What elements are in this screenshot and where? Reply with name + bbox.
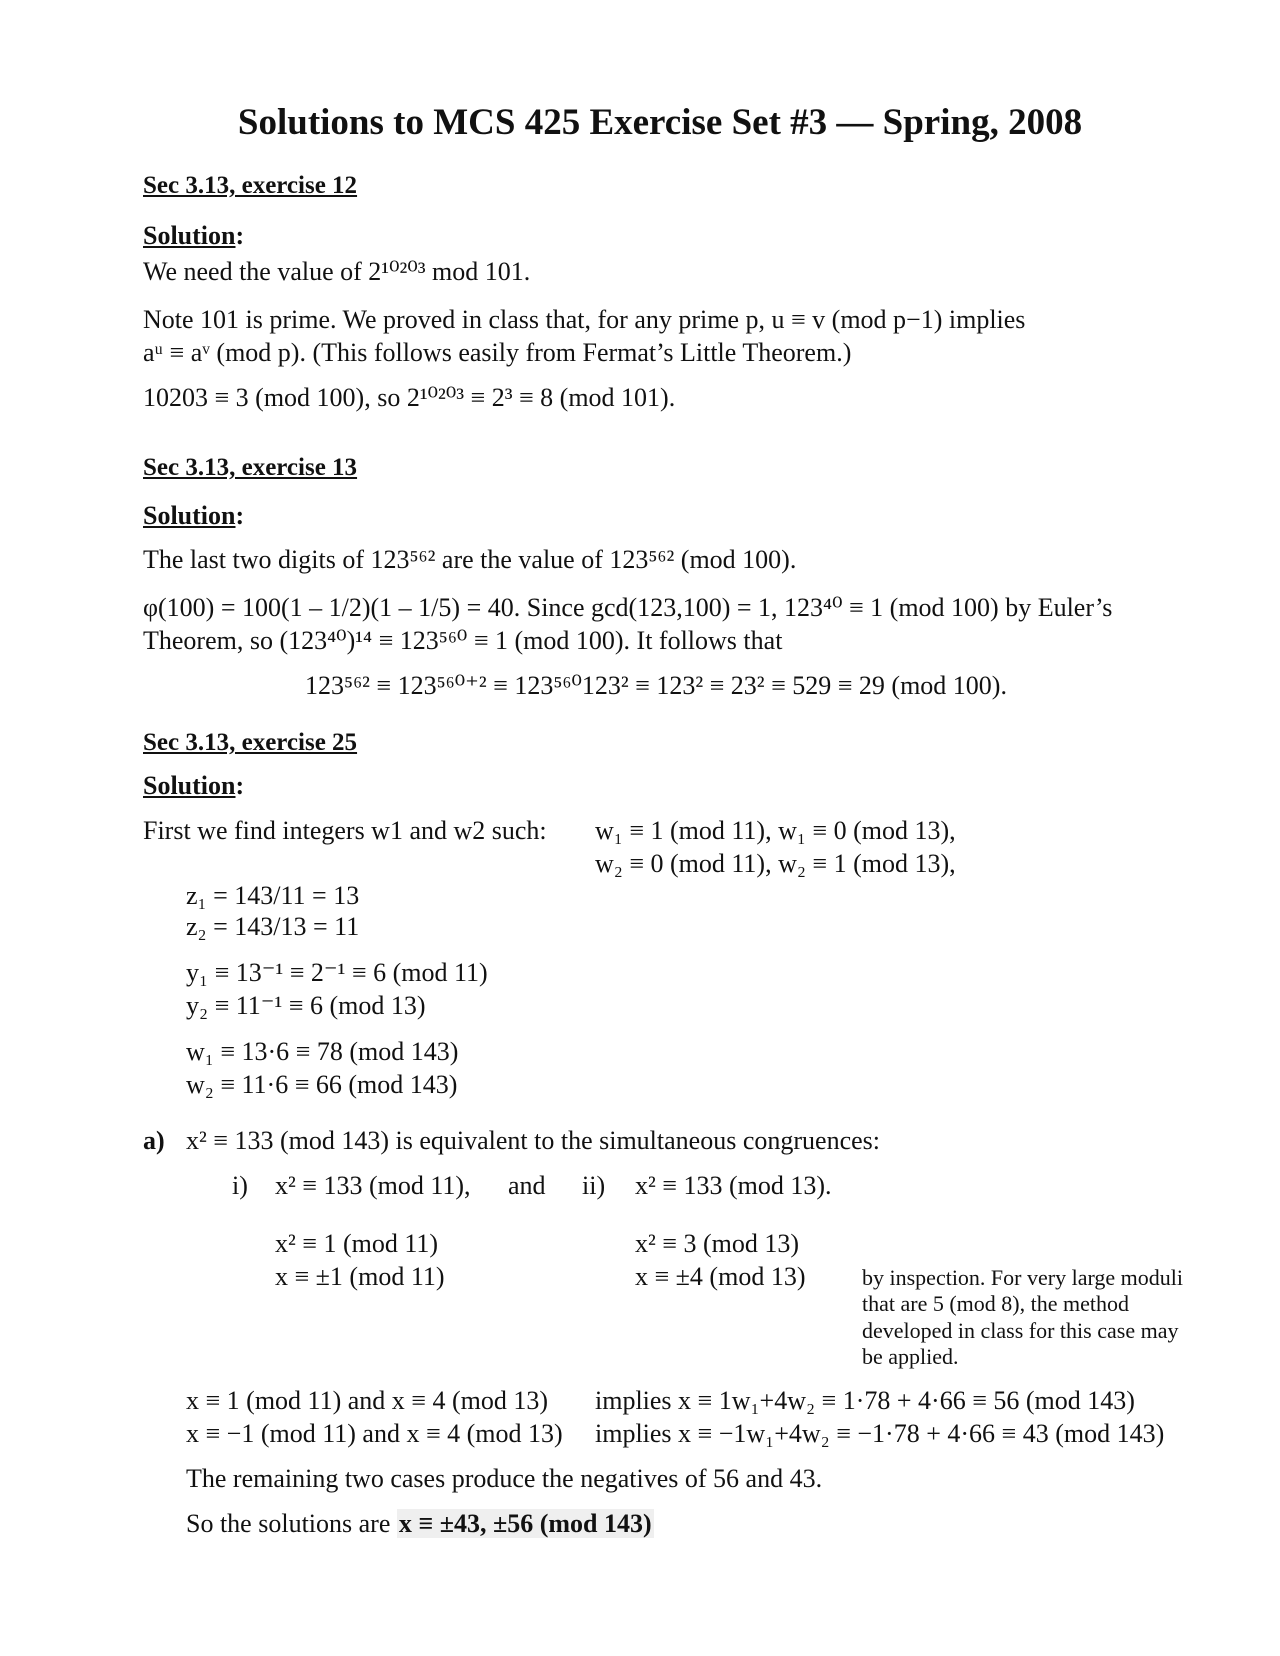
- ex25-y2: y₂ ≡ 11⁻¹ ≡ 6 (mod 13): [186, 991, 426, 1020]
- ex25-case1-result: implies x ≡ 1w₁+4w₂ ≡ 1·78 + 4·66 ≡ 56 (mod 143): [595, 1386, 1135, 1415]
- ex25-remaining-cases: The remaining two cases produce the negatives of 56 and 43.: [186, 1464, 823, 1493]
- ex25-final-prefix: So the solutions are: [186, 1509, 391, 1538]
- ex25-solution-label: Solution:: [143, 771, 245, 800]
- ex25-i-text: x² ≡ 133 (mod 11),: [275, 1171, 471, 1200]
- ex25-w2-condition: w₂ ≡ 0 (mod 11), w₂ ≡ 1 (mod 13),: [595, 849, 956, 878]
- ex25-intro: First we find integers w1 and w2 such:: [143, 816, 547, 845]
- ex25-and: and: [508, 1171, 546, 1200]
- ex25-ii-label: ii): [582, 1171, 606, 1200]
- ex25-case1-condition: x ≡ 1 (mod 11) and x ≡ 4 (mod 13): [186, 1386, 548, 1415]
- ex25-i-label: i): [232, 1171, 248, 1200]
- ex12-line2b: aᵘ ≡ aᵛ (mod p). (This follows easily from Fermat’s Little Theorem.): [143, 338, 852, 367]
- ex13-line2b: Theorem, so (123⁴⁰)¹⁴ ≡ 123⁵⁶⁰ ≡ 1 (mod 100). It follows that: [143, 626, 783, 655]
- ex25-part-a-label: a): [143, 1126, 165, 1155]
- ex25-mod11-roots: x ≡ ±1 (mod 11): [275, 1262, 445, 1291]
- ex13-line3: 123⁵⁶² ≡ 123⁵⁶⁰⁺² ≡ 123⁵⁶⁰123² ≡ 123² ≡ 23² ≡ 529 ≡ 29 (mod 100).: [305, 671, 1007, 700]
- ex13-solution-label: Solution:: [143, 501, 245, 530]
- ex25-mod13-square: x² ≡ 3 (mod 13): [635, 1229, 799, 1258]
- ex25-y1: y₁ ≡ 13⁻¹ ≡ 2⁻¹ ≡ 6 (mod 11): [186, 958, 488, 987]
- ex12-line3: 10203 ≡ 3 (mod 100), so 2¹⁰²⁰³ ≡ 2³ ≡ 8 (mod 101).: [143, 383, 676, 412]
- ex13-line1: The last two digits of 123⁵⁶² are the value of 123⁵⁶² (mod 100).: [143, 545, 797, 574]
- ex25-case2-condition: x ≡ −1 (mod 11) and x ≡ 4 (mod 13): [186, 1419, 563, 1448]
- ex13-line2a: φ(100) = 100(1 – 1/2)(1 – 1/5) = 40. Since gcd(123,100) = 1, 123⁴⁰ ≡ 1 (mod 100) by Euler’s: [143, 593, 1113, 622]
- ex25-z2: z₂ = 143/13 = 11: [186, 912, 360, 941]
- ex25-final-line: [186, 1508, 654, 1541]
- ex25-part-a-text: x² ≡ 133 (mod 143) is equivalent to the simultaneous congruences:: [186, 1126, 880, 1155]
- ex25-heading: Sec 3.13, exercise 25: [143, 729, 358, 756]
- ex12-line1: We need the value of 2¹⁰²⁰³ mod 101.: [143, 257, 531, 286]
- ex13-heading: Sec 3.13, exercise 13: [143, 454, 358, 481]
- ex25-w1: w₁ ≡ 13·6 ≡ 78 (mod 143): [186, 1037, 459, 1066]
- page-title: Solutions to MCS 425 Exercise Set #3 — Spring, 2008: [237, 102, 1083, 143]
- ex25-case2-result: implies x ≡ −1w₁+4w₂ ≡ −1·78 + 4·66 ≡ 43 (mod 143): [595, 1419, 1165, 1448]
- ex25-final-answer: x ≡ ±43, ±56 (mod 143): [398, 1509, 652, 1538]
- ex25-z1: z₁ = 143/11 = 13: [186, 881, 360, 910]
- ex25-mod13-roots: x ≡ ±4 (mod 13): [635, 1262, 806, 1291]
- ex12-line2a: Note 101 is prime. We proved in class that, for any prime p, u ≡ v (mod p−1) implies: [143, 305, 1026, 334]
- ex25-w1-condition: w₁ ≡ 1 (mod 11), w₁ ≡ 0 (mod 13),: [595, 816, 956, 845]
- ex25-w2: w₂ ≡ 11·6 ≡ 66 (mod 143): [186, 1070, 458, 1099]
- ex12-solution-label: Solution:: [143, 221, 245, 250]
- ex25-mod11-square: x² ≡ 1 (mod 11): [275, 1229, 439, 1258]
- ex25-inspection-note: by inspection. For very large moduli that are 5 (mod 8), the method developed in class for this case may be applied.: [862, 1265, 1183, 1370]
- ex25-ii-text: x² ≡ 133 (mod 13).: [635, 1171, 832, 1200]
- ex12-heading: Sec 3.13, exercise 12: [143, 172, 358, 199]
